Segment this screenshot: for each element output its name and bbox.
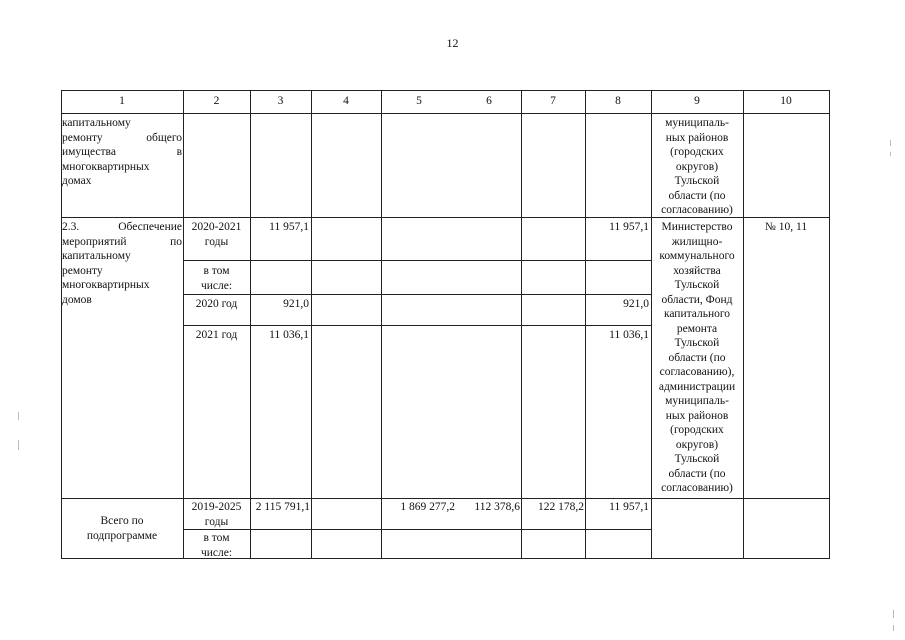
top-block-responsible (651, 116, 743, 218)
text-line: многоквартирных (62, 279, 150, 291)
header-col-6: 6 (486, 95, 492, 107)
header-col-4: 4 (343, 95, 349, 107)
text-line: округов) (675, 438, 719, 451)
header-col-1: 1 (119, 95, 125, 107)
text-line: числе: (200, 279, 233, 292)
row-divider (61, 498, 830, 499)
text-line: ремонту (62, 264, 103, 277)
text-line: капитального (663, 308, 731, 320)
text-line: подпрограмме (86, 529, 158, 542)
header-col-8: 8 (615, 95, 621, 107)
text-line: Тульской (674, 453, 720, 465)
row-divider (183, 294, 651, 295)
header-col-3: 3 (277, 95, 284, 107)
text-line: ных районов (665, 131, 729, 144)
text-line: округов) (675, 160, 719, 173)
total-period-2 (183, 531, 250, 560)
item-2-3-period-2 (183, 264, 250, 293)
text-line: 2019-2025 (191, 501, 242, 513)
table-border-top (61, 90, 830, 91)
text-line: капитальному (62, 250, 131, 262)
text-line: 2020 год (195, 298, 238, 310)
text-line: в том (203, 532, 230, 544)
scan-speck (893, 625, 894, 631)
text-line: ных районов (665, 409, 729, 422)
header-col-10: 10 (780, 95, 792, 107)
header-col-9: 9 (694, 95, 700, 107)
row-divider (183, 325, 651, 326)
text-line: жилищно- (671, 235, 723, 248)
total-col6: 112 378,6 (474, 501, 520, 513)
item-2-3-description (62, 220, 182, 307)
text-line: многоквартирных (62, 160, 150, 173)
text-line: Тульской (674, 337, 720, 349)
item-2-3-period-3 (183, 297, 250, 312)
item-2-3-total-col8: 11 957,1 (609, 221, 649, 233)
total-col8: 11 957,1 (609, 501, 649, 513)
text-line: ремонту общего (62, 131, 182, 144)
scan-speck (893, 610, 894, 618)
scan-speck (890, 140, 891, 146)
text-line: области (по (668, 467, 726, 480)
text-line: Тульской (674, 279, 720, 291)
item-2-3-2021-col8: 11 036,1 (609, 329, 649, 341)
text-line: хозяйства (673, 264, 721, 277)
table-border-bottom (61, 558, 830, 559)
text-line: капитальному (62, 117, 131, 129)
text-line: 2.3. Обеспечение (62, 221, 182, 233)
total-col5: 1 869 277,2 (400, 501, 455, 513)
text-line: имущества в (62, 146, 182, 158)
item-2-3-period-4 (183, 328, 250, 343)
header-divider (61, 113, 830, 114)
item-2-3-period-1 (183, 220, 250, 249)
text-line: числе: (200, 546, 233, 559)
data-table (61, 90, 830, 559)
scan-speck (18, 412, 19, 420)
item-2-3-indicators: № 10, 11 (764, 221, 808, 233)
text-line: Тульской (674, 175, 720, 187)
row-divider (183, 260, 651, 261)
page-number: 12 (446, 36, 459, 50)
col-divider (743, 90, 744, 559)
row-divider (183, 529, 651, 530)
text-line: 2020-2021 (191, 221, 242, 233)
header-col-2: 2 (213, 95, 220, 107)
text-line: Всего по (100, 515, 144, 527)
text-line: домах (62, 175, 92, 187)
total-col7: 122 178,2 (538, 501, 584, 513)
text-line: годы (204, 235, 229, 248)
item-2-3-total-value: 11 957,1 (269, 221, 309, 233)
scan-speck (18, 440, 19, 450)
top-block-description (62, 116, 182, 189)
text-line: (городских (670, 146, 724, 158)
item-2-3-responsible (651, 220, 743, 496)
text-line: администрации (658, 380, 736, 393)
table-border-right (829, 90, 830, 559)
total-period-1 (183, 500, 250, 529)
text-line: домов (62, 293, 92, 306)
scan-speck (890, 152, 891, 156)
text-line: области (по (668, 189, 726, 202)
text-line: муниципаль- (665, 395, 729, 407)
text-line: муниципаль- (665, 117, 729, 129)
header-col-7: 7 (550, 95, 556, 107)
text-line: мероприятий по (62, 235, 182, 248)
text-line: ремонта (676, 322, 718, 335)
text-line: области (по (668, 351, 726, 364)
item-2-3-2020-value: 921,0 (283, 298, 309, 310)
item-2-3-2020-col8: 921,0 (623, 298, 649, 310)
text-line: годы (204, 515, 229, 528)
total-col3: 2 115 791,1 (255, 501, 310, 513)
text-line: области, Фонд (661, 293, 733, 306)
text-line: коммунального (659, 250, 735, 262)
text-line: (городских (670, 424, 724, 436)
text-line: в том (203, 265, 230, 277)
text-line: согласованию), (659, 366, 735, 378)
text-line: Министерство (661, 221, 733, 233)
item-2-3-2021-value: 11 036,1 (269, 329, 309, 341)
header-col-5: 5 (416, 95, 422, 107)
text-line: согласованию) (661, 482, 733, 494)
total-label (61, 514, 183, 543)
text-line: согласованию) (661, 204, 733, 216)
text-line: 2021 год (195, 329, 238, 341)
